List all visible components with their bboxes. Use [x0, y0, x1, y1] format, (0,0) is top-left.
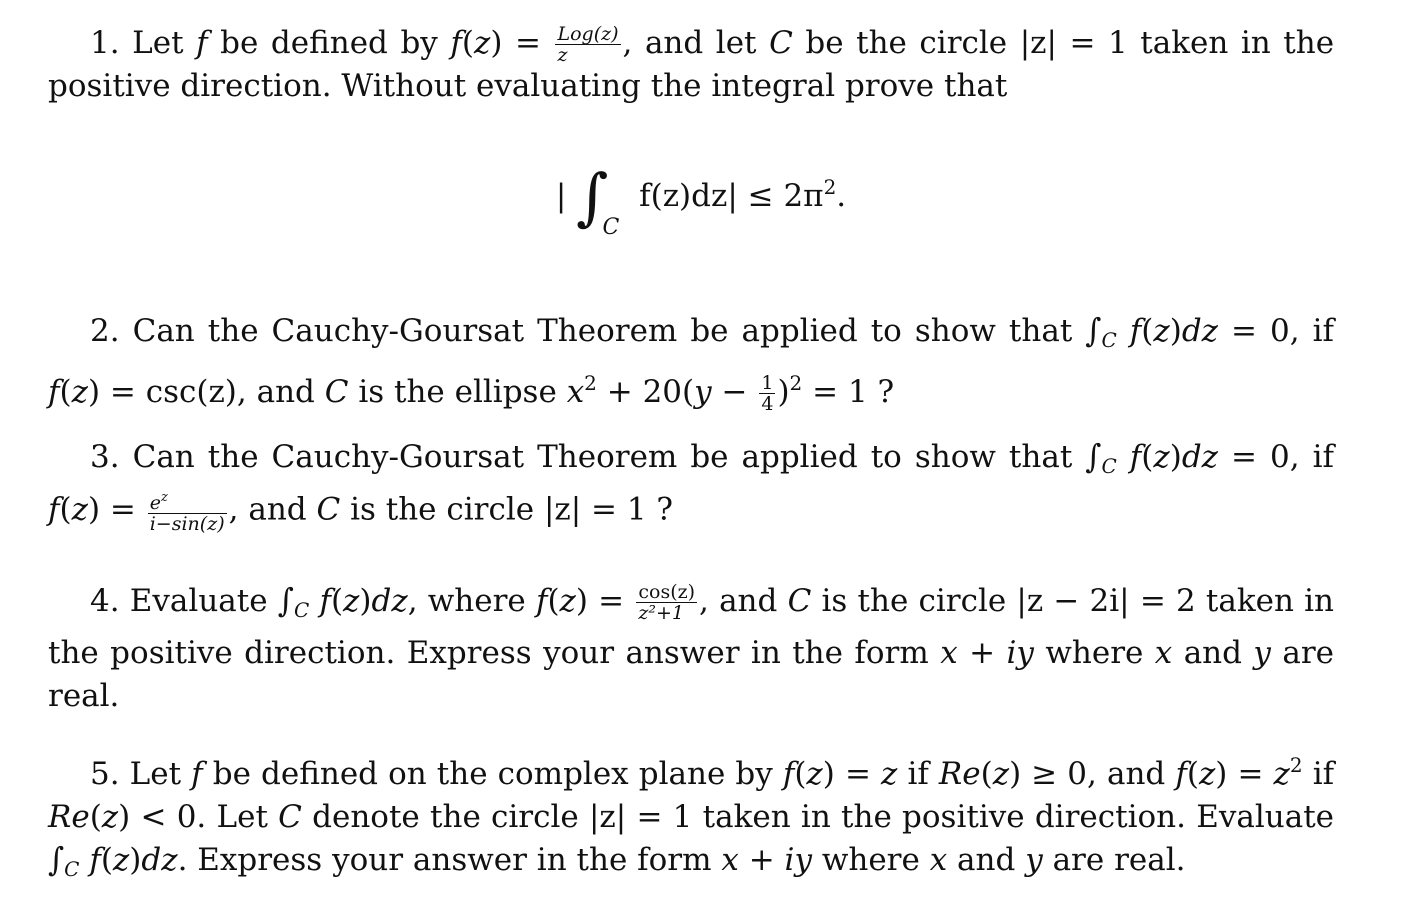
text: , and	[699, 583, 778, 619]
frac-num: Log(z)	[557, 23, 619, 45]
problem-number: 4.	[90, 583, 120, 619]
text: denote the circle |z| = 1 taken in the positive direction. Evaluate	[312, 799, 1335, 835]
display-equation: | $\int_C$ $f(z)dz| \le 2\pi^2$.	[555, 160, 847, 240]
text: are real.	[48, 635, 1334, 714]
text: , where	[407, 583, 526, 619]
text: if	[907, 756, 929, 792]
text: be the circle |z| = 1 taken in the positive direction. Without evaluating the integral prove that	[48, 25, 1335, 104]
text: , and	[228, 491, 307, 528]
text: Can the Cauchy-Goursat Theorem be applied to show that	[132, 439, 1073, 475]
text: be defined on the complex plane by	[212, 756, 773, 792]
text: = 0, if	[1231, 439, 1334, 475]
text: = 0, if	[1231, 313, 1334, 349]
text: Can the Cauchy-Goursat Theorem be applied to show that	[132, 313, 1073, 349]
problem-number: 3.	[90, 439, 120, 475]
power: 2	[823, 175, 837, 199]
text: where	[1045, 635, 1144, 671]
text: and	[1183, 635, 1242, 671]
fraction	[555, 24, 620, 65]
text: are real.	[1052, 842, 1186, 878]
text: where	[821, 842, 920, 878]
problem-number: 1.	[90, 25, 120, 61]
integral-sign: ∫	[576, 160, 609, 233]
frac-num: e	[149, 492, 161, 514]
problem-4: 4. Evaluate $\int_C$ f(z)dz, where f(z) = $\frac{\cos(z)}{\text{z²+1}}$ , and C is the circle |z − 2i| = 2 taken in the positive direction. Express your answer in the form x + iy where x and y are real.	[48, 581, 1335, 714]
text: and	[957, 842, 1016, 878]
text: ≥ 0, and	[1031, 756, 1166, 792]
text: is the ellipse	[358, 374, 557, 410]
text: Let	[132, 25, 184, 61]
text: is the circle |z| = 1 ?	[350, 491, 674, 528]
problem-1: 1. Let f be defined by f(z) = $\frac{\text{Log(z)}}{z}$ , and let C be the circle |z| = 1 taken in the positive direction. Without evaluating the integral prove that	[48, 23, 1335, 104]
period: .	[836, 178, 847, 214]
frac-num: cos(z)	[638, 581, 696, 603]
problem-3: 3. Can the Cauchy-Goursat Theorem be applied to show that $\int_C$ f(z)dz = 0, if f(z) = $\frac{e^z}{i-\sin(z)}$ , and C is the circle |z| = 1 ?	[48, 438, 1334, 535]
integrand: f(z)dz| ≤ 2π	[639, 178, 824, 214]
frac-den: z²+1	[638, 602, 684, 624]
frac-num-sup: z	[160, 490, 168, 505]
frac-den: i−sin(z)	[149, 513, 225, 535]
text: , and let	[622, 25, 757, 61]
text: < 0. Let	[140, 799, 268, 835]
text: Let	[129, 756, 182, 792]
text: = csc(z), and	[109, 374, 315, 410]
problem-number: 2.	[90, 313, 120, 349]
abs-bar: |	[555, 178, 567, 214]
problem-5: 5. Let f be defined on the complex plane by f(z) = z if Re(z) ≥ 0, and $f(z) = z^2$ if Re(z) < 0. Let C denote the circle |z| = 1 taken in the positive direction. Evaluate $\int_C$ f(z)dz. Express your answer in the form x + iy where x and y are real.	[48, 753, 1335, 881]
frac-den: z	[557, 44, 568, 66]
problem-2: 2. Can the Cauchy-Goursat Theorem be applied to show that $\int_C$ f(z)dz = 0, if f(z) = csc(z), and C is the ellipse $x^2 + 20(y$ − $\frac{1}{4}$ )$^2$ = 1 ?	[48, 312, 1334, 415]
fraction	[636, 582, 697, 623]
fraction	[148, 488, 227, 534]
text: is the circle |z − 2i| = 2 taken in the positive direction. Express your answer in the form	[48, 583, 1335, 671]
text: if	[1312, 756, 1335, 792]
text: = 1 ?	[812, 374, 895, 410]
text: be defined by	[220, 25, 438, 61]
text: Evaluate	[129, 583, 268, 619]
text: . Express your answer in the form	[177, 842, 712, 878]
problem-number: 5.	[90, 756, 120, 792]
